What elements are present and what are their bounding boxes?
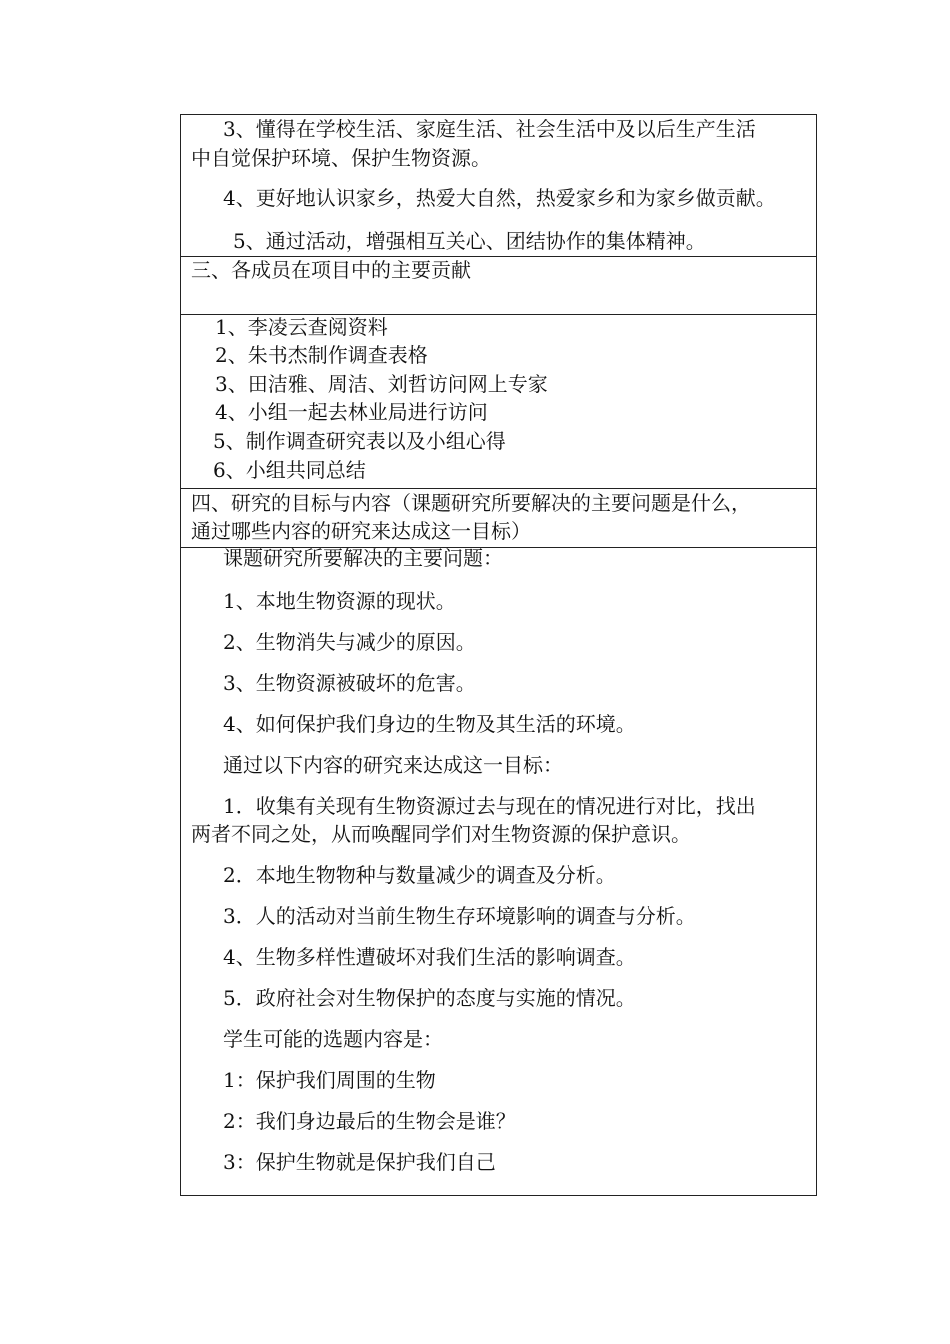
topic-item: 1：保护我们周围的生物 <box>223 1068 436 1092</box>
content-title: 通过以下内容的研究来达成这一目标： <box>223 753 563 777</box>
contribution-item: 5、制作调查研究表以及小组心得 <box>213 429 506 453</box>
content-item: 5．政府社会对生物保护的态度与实施的情况。 <box>223 986 636 1010</box>
research-goals-heading-cell <box>181 488 816 547</box>
problem-item: 1、本地生物资源的现状。 <box>223 589 456 613</box>
contributions-list-cell <box>181 314 816 488</box>
content-item-1-line2: 两者不同之处，从而唤醒同学们对生物资源的保护意识。 <box>191 822 691 846</box>
contribution-item: 4、小组一起去林业局进行访问 <box>215 400 488 424</box>
section3-heading: 三、各成员在项目中的主要贡献 <box>191 258 471 282</box>
topic-item: 3：保护生物就是保护我们自己 <box>223 1150 496 1174</box>
section4-heading-line1: 四、研究的目标与内容（课题研究所要解决的主要问题是什么， <box>191 491 751 515</box>
content-item: 3．人的活动对当前生物生存环境影响的调查与分析。 <box>223 904 696 928</box>
section4-heading-line2: 通过哪些内容的研究来达成这一目标） <box>191 519 531 543</box>
contribution-item: 2、朱书杰制作调查表格 <box>215 343 428 367</box>
problem-item: 4、如何保护我们身边的生物及其生活的环境。 <box>223 712 636 736</box>
topic-item: 2：我们身边最后的生物会是谁？ <box>223 1109 516 1133</box>
goal-item-4: 4、更好地认识家乡，热爱大自然，热爱家乡和为家乡做贡献。 <box>223 186 776 210</box>
goal-item-3-line1: 3、懂得在学校生活、家庭生活、社会生活中及以后生产生活 <box>223 117 756 141</box>
content-item: 4、生物多样性遭破坏对我们生活的影响调查。 <box>223 945 636 969</box>
goals-continued-cell <box>181 115 816 256</box>
contribution-item: 3、田洁雅、周洁、刘哲访问网上专家 <box>215 372 548 396</box>
goal-item-3-line2: 中自觉保护环境、保护生物资源。 <box>191 146 491 170</box>
research-content-cell <box>181 547 816 1195</box>
contributions-heading-cell <box>181 256 816 314</box>
problem-item: 3、生物资源被破坏的危害。 <box>223 671 476 695</box>
problem-item: 2、生物消失与减少的原因。 <box>223 630 476 654</box>
contribution-item: 1、李凌云查阅资料 <box>215 315 388 339</box>
document-table <box>180 114 817 1196</box>
topics-title: 学生可能的选题内容是： <box>223 1027 443 1051</box>
contribution-item: 6、小组共同总结 <box>213 458 366 482</box>
goal-item-5: 5、通过活动，增强相互关心、团结协作的集体精神。 <box>233 229 706 253</box>
content-item-1-line1: 1．收集有关现有生物资源过去与现在的情况进行对比，找出 <box>223 794 756 818</box>
problems-title: 课题研究所要解决的主要问题： <box>223 546 503 570</box>
content-item: 2．本地生物物种与数量减少的调查及分析。 <box>223 863 616 887</box>
